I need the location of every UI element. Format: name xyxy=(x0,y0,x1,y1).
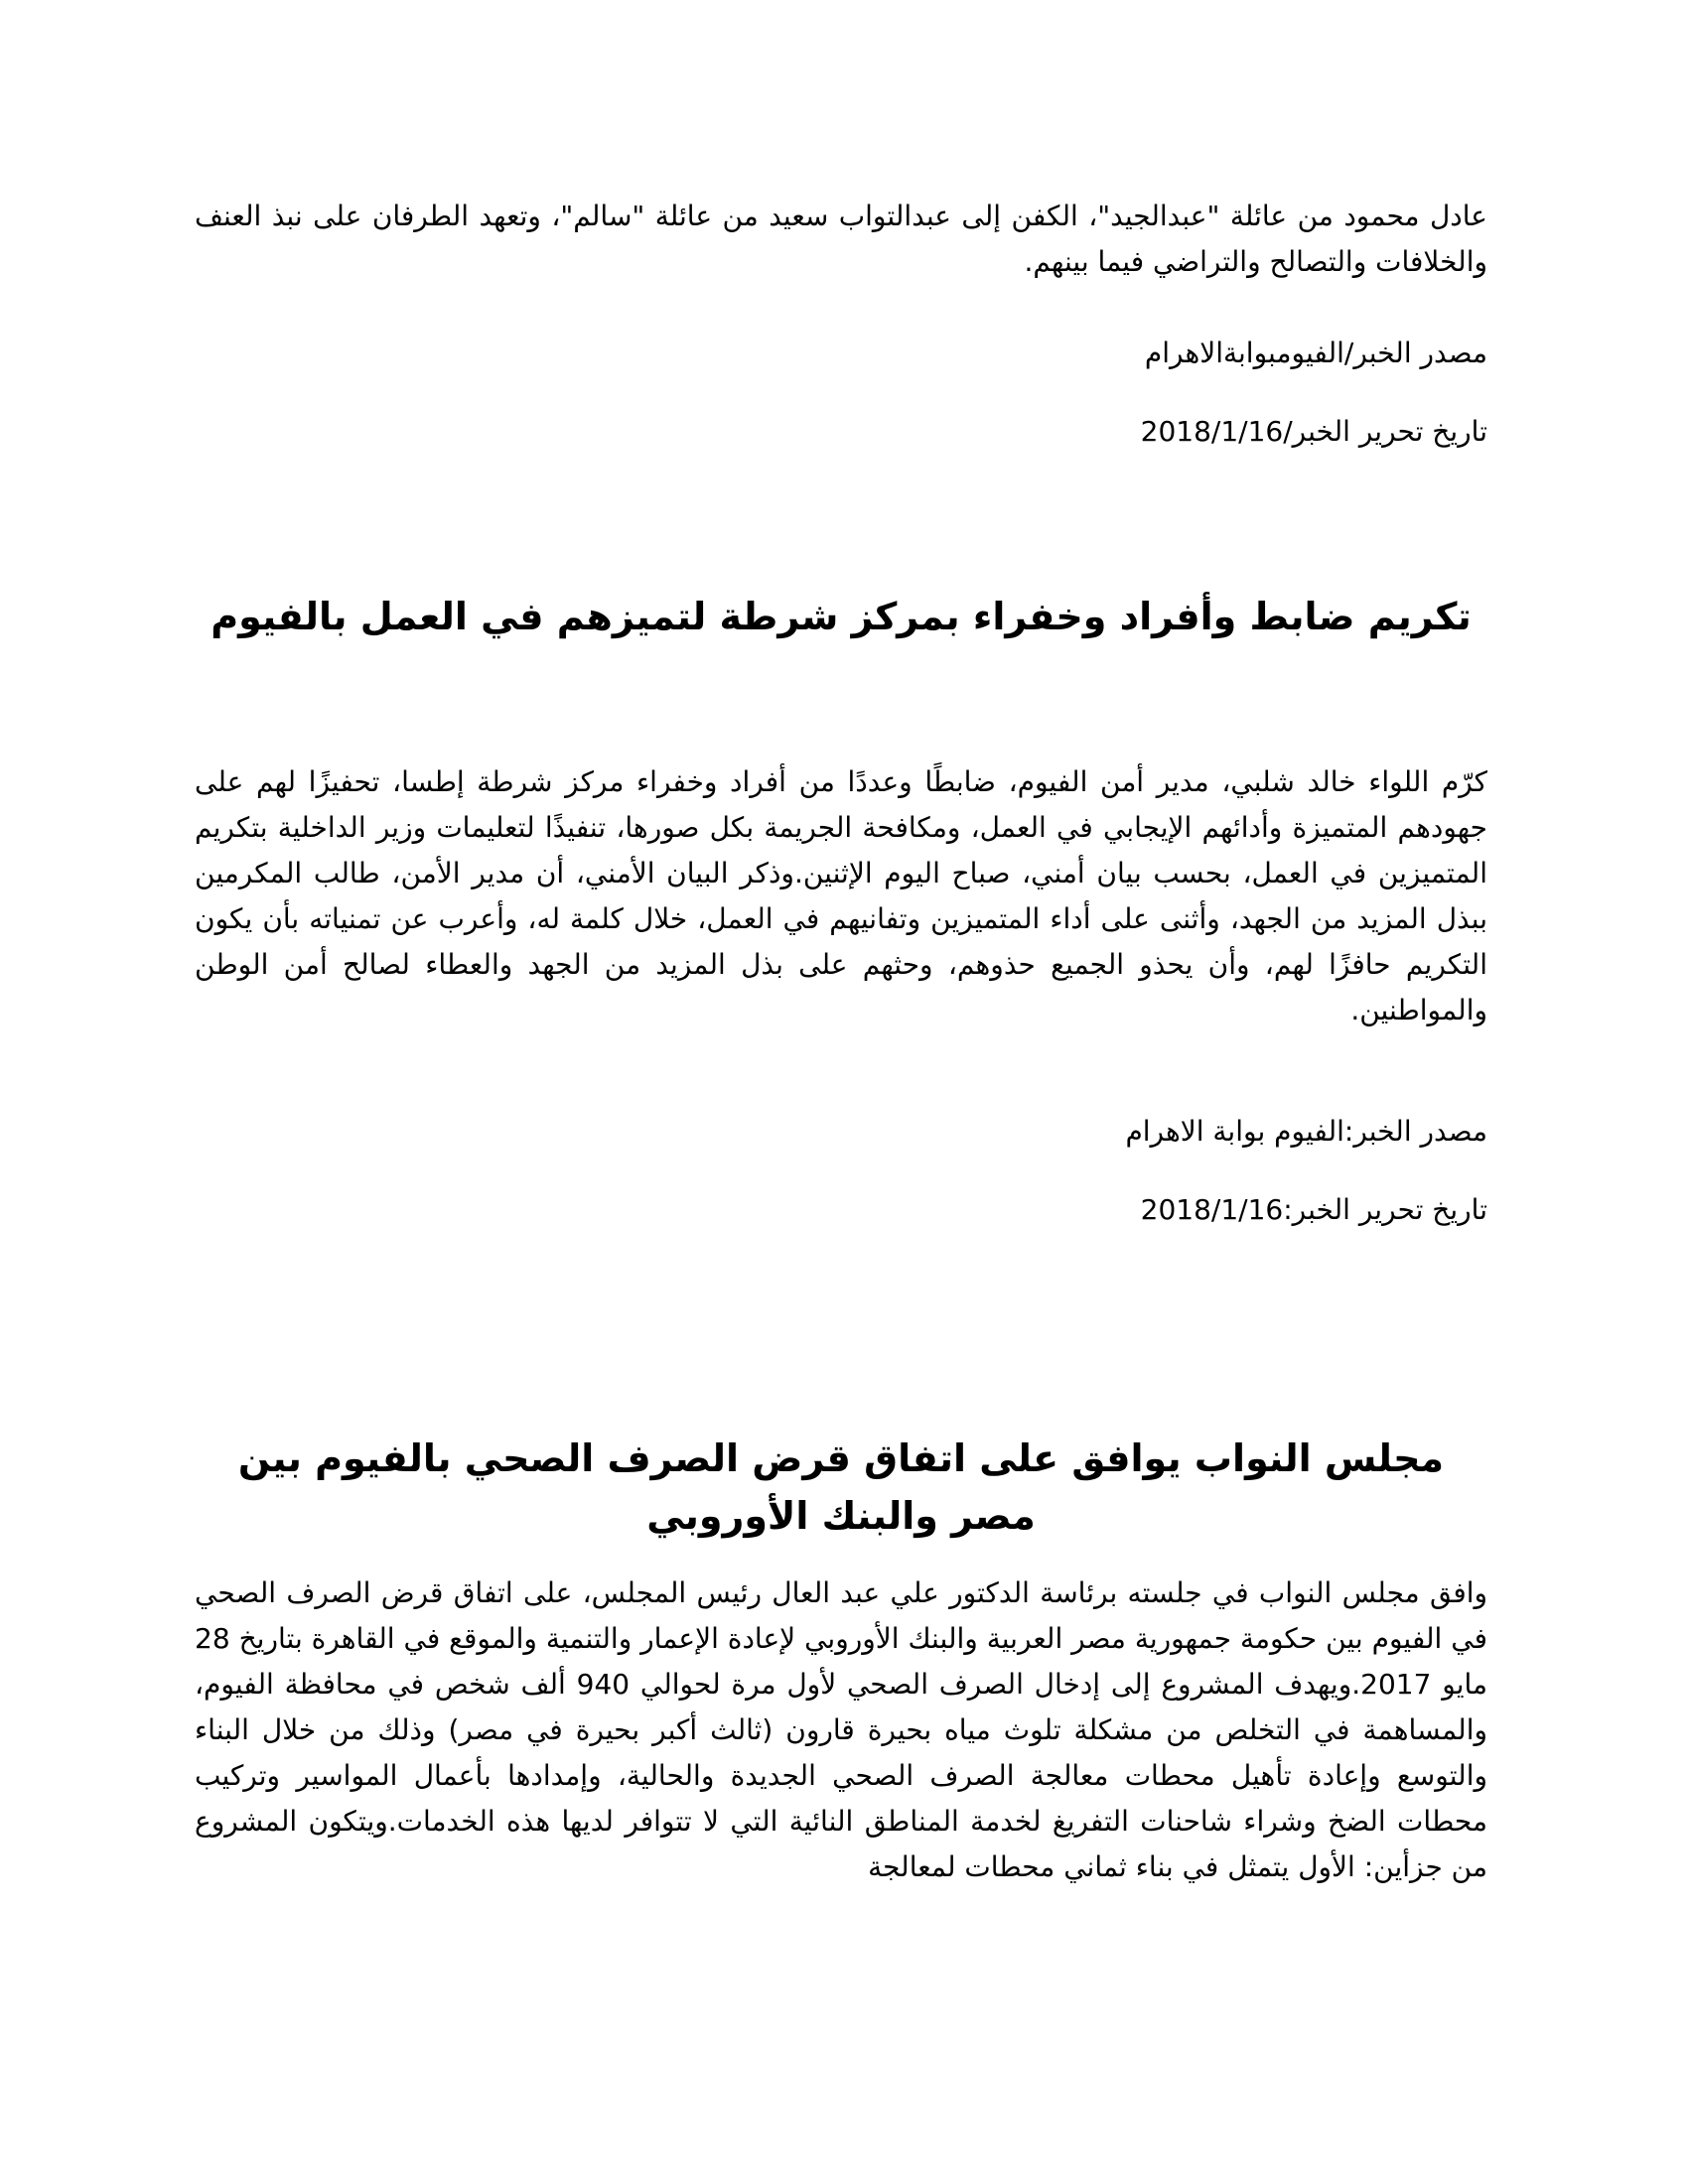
article-paragraph: كرّم اللواء خالد شلبي، مدير أمن الفيوم، ضابطًا وعددًا من أفراد وخفراء مركز شرطة إطسا، تحفيزًا لهم على جهودهم المتميزة وأدائهم الإيجابي في العمل، ومكافحة الجريمة بكل صورها، تنفيذًا لتعليمات وزير الداخلية بتكريم المتميزين في العمل، بحسب بيان أمني، صباح اليوم الإثنين.وذكر البيان الأمني، أن مدير الأمن، طالب المكرمين ببذل المزيد من الجهد، وأثنى على أداء المتميزين وتفانيهم في العمل، خلال كلمة له، وأعرب عن تمنياته بأن يكون التكريم حافزًا لهم، وأن يحذو الجميع حذوهم، وحثهم على بذل المزيد من الجهد والعطاء لصالح أمن الوطن والمواطنين. xyxy=(195,765,1487,1026)
section-2-source xyxy=(195,1109,1487,1155)
section-2 xyxy=(195,759,1487,1033)
section-3-heading-block xyxy=(195,1430,1487,1545)
article-heading: مجلس النواب يوافق على اتفاق قرض الصرف الصحي بالفيوم بين مصر والبنك الأوروبي xyxy=(237,1436,1445,1538)
section-2-date xyxy=(195,1187,1487,1233)
section-2-heading-block xyxy=(195,588,1487,645)
news-date-line: تاريخ تحرير الخبر/2018/1/16 xyxy=(1140,415,1487,448)
news-source-line: مصدر الخبر/الفيومبوابةالاهرام xyxy=(1144,337,1487,369)
article-paragraph: وافق مجلس النواب في جلسته برئاسة الدكتور علي عبد العال رئيس المجلس، على اتفاق قرض الصرف الصحي في الفيوم بين حكومة جمهورية مصر العربية والبنك الأوروبي لإعادة الإعمار والتنمية والموقع في القاهرة بتاريخ 28 مايو 2017.ويهدف المشروع إلى إدخال الصرف الصحي لأول مرة لحوالي 940 ألف شخص في محافظة الفيوم، والمساهمة في التخلص من مشكلة تلوث مياه بحيرة قارون (ثالث أكبر بحيرة في مصر) وذلك من خلال البناء والتوسع وإعادة تأهيل محطات معالجة الصرف الصحي الجديدة والحالية، وإمدادها بأعمال المواسير وتركيب محطات الضخ وشراء شاحنات التفريغ لخدمة المناطق النائية التي لا تتوافر لديها هذه الخدمات.ويتكون المشروع من جزأين: الأول يتمثل في بناء ثماني محطات لمعالجة xyxy=(195,1576,1488,1883)
section-1-date xyxy=(195,409,1487,455)
article-paragraph: عادل محمود من عائلة "عبدالجيد"، الكفن إلى عبدالتواب سعيد من عائلة "سالم"، وتعهد الطرفان على نبذ العنف والخلافات والتصالح والتراضي فيما بينهم. xyxy=(195,200,1487,278)
article-heading: تكريم ضابط وأفراد وخفراء بمركز شرطة لتميزهم في العمل بالفيوم xyxy=(211,595,1472,638)
news-date-line: تاريخ تحرير الخبر:2018/1/16 xyxy=(1140,1193,1487,1226)
section-1-source xyxy=(195,331,1487,376)
section-3 xyxy=(195,1570,1487,1890)
news-source-line: مصدر الخبر:الفيوم بوابة الاهرام xyxy=(1125,1115,1487,1148)
section-1 xyxy=(195,194,1487,285)
